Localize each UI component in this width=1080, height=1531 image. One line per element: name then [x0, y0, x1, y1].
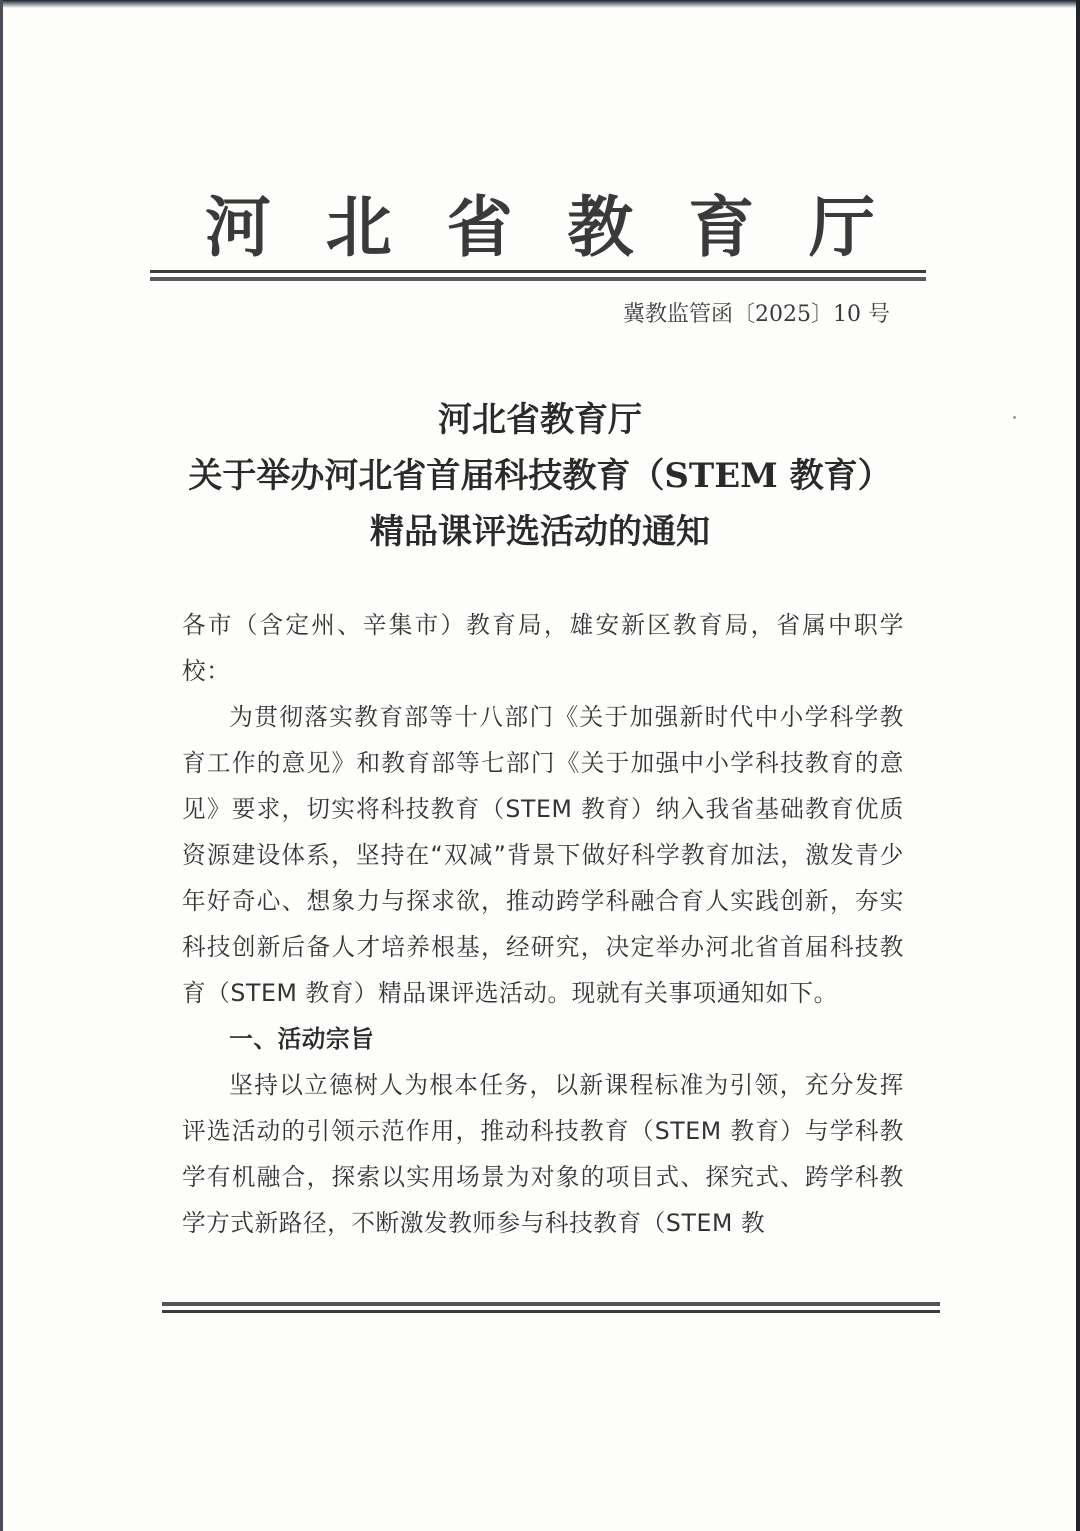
divider-line-thin [150, 270, 926, 273]
scan-edge-right [1076, 0, 1080, 1531]
letterhead-char: 育 [688, 189, 755, 266]
document-number: 冀教监管函〔2025〕10 号 [623, 302, 890, 327]
letterhead-char: 河 [205, 189, 271, 266]
notice-body [182, 602, 904, 1246]
letterhead-char: 省 [446, 189, 513, 266]
scan-edge-top [0, 0, 1080, 8]
letterhead-char: 北 [325, 189, 392, 266]
letterhead-char: 教 [567, 189, 634, 266]
divider-line-thick [150, 277, 926, 281]
divider-line-thick [162, 1302, 940, 1306]
notice-title-line1: 河北省教育厅 [438, 400, 642, 440]
notice-title-line2: 关于举办河北省首届科技教育（STEM 教育） [188, 456, 892, 496]
scan-edge-left [0, 0, 3, 1531]
notice-title [100, 392, 980, 560]
footer-divider [162, 1302, 940, 1316]
section-heading-purpose: 一、活动宗旨 [229, 1025, 375, 1053]
salutation: 各市（含定州、辛集市）教育局，雄安新区教育局，省属中职学校： [182, 611, 904, 685]
notice-title-line3: 精品课评选活动的通知 [370, 512, 710, 552]
divider-line-thin [162, 1310, 940, 1313]
letterhead-divider [150, 270, 926, 282]
letterhead-char: 厅 [808, 189, 875, 266]
scan-speck [1013, 416, 1016, 419]
paragraph-purpose: 坚持以立德树人为根本任务，以新课程标准为引领，充分发挥评选活动的引领示范作用，推动科技教育（STEM 教育）与学科教学有机融合，探索以实用场景为对象的项目式、探究式、跨学科教学方式新路径，不断激发教师参与科技教育（STEM 教 [182, 1071, 904, 1237]
paragraph-intro: 为贯彻落实教育部等十八部门《关于加强新时代中小学科学教育工作的意见》和教育部等七部门《关于加强中小学科技教育的意见》要求，切实将科技教育（STEM 教育）纳入我省基础教育优质资源建设体系，坚持在“双减”背景下做好科学教育加法，激发青少年好奇心、想象力与探求欲，推动跨学科融合育人实践创新，夯实科技创新后备人才培养根基，经研究，决定举办河北省首届科技教育（STEM 教育）精品课评选活动。现就有关事项通知如下。 [182, 703, 904, 1007]
letterhead-title [205, 188, 875, 268]
